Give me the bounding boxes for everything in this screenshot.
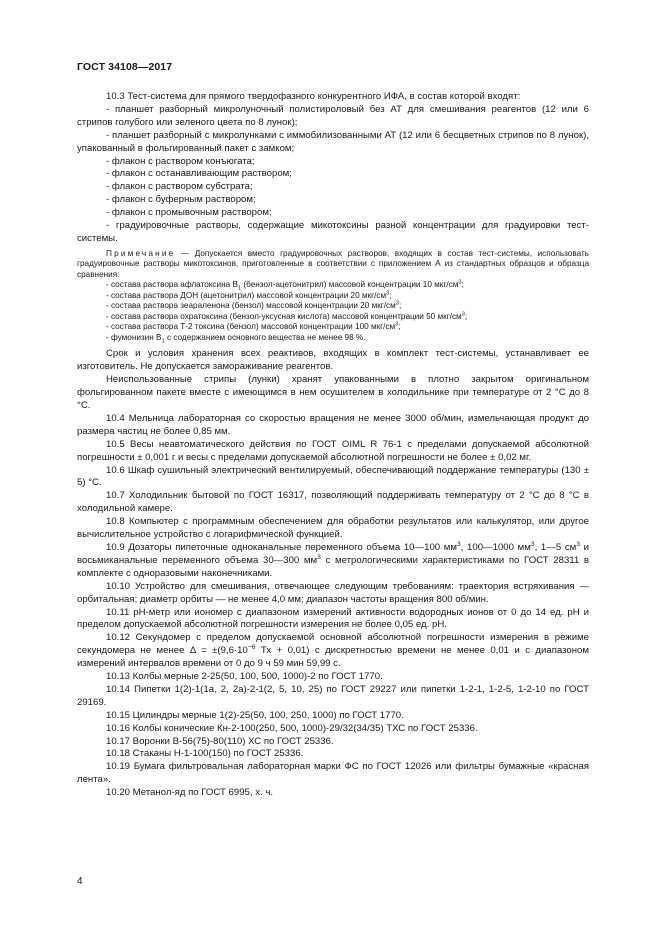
note-block — [77, 249, 589, 344]
paragraph-10-6: 10.6 Шкаф сушильный электрический вентилируемый, обеспечивающий поддержание температуры (130 ± 5) °С. — [77, 464, 589, 489]
note-item: - состава раствора афлатоксина $B_1$ (бензол-ацетонитрил) массовой концентрации 10 мкг/$см^3$; — [106, 279, 464, 293]
list-item: - флакон с буферным раствором; — [106, 194, 256, 206]
paragraph-10-5: 10.5 Весы неавтоматического действия по ГОСТ OIML R 76-1 с пределами допускаемой абсолютной погрешности ± 0,001 г и весы с пределами допускаемой абсолютной погрешности не более ± 0,02 мг. — [77, 438, 589, 463]
paragraph-10-10: 10.10 Устройство для смешивания, отвечающее следующим требованиям: траектория встряхивания — орбитальная; диаметр орбиты — не менее 4,0 мм; диапазон частоты вращения 800 об/мин. — [77, 580, 589, 605]
note-item: - состава раствора охратоксина (бензол-уксусная кислота) массовой концентрации 50 мкг/$см^3$; — [106, 311, 468, 321]
paragraph-10-9: 10.9 Дозаторы пипеточные одноканальные переменного объема 10—100 $мм^3$, 100—1000 $мм^3$, 1—5 $см^3$ и восьмиканальные переменного объема 30—300 $мм^3$ с метрологическими характеристиками по ГОСТ 28311 в комплекте с одноразовыми наконечниками. — [77, 540, 589, 579]
note-intro — [77, 249, 589, 281]
storage-paragraph: Срок и условия хранения всех реактивов, входящих в комплект тест-системы, устанавливает ее изготовитель. Не допускается замораживание реагентов. — [77, 348, 589, 373]
paragraph-10-16: 10.16 Колбы конические Кн-2-100(250, 500, 1000)-29/32(34/35) ТХС по ГОСТ 25336. — [106, 722, 478, 734]
note-text: — Допускается вместо градуировочных растворов, входящих в состав тест-системы, использовать градуировочные растворы микотоксинов, приготовленные в соответствии с приложением А из стандартных образцов и образца сравнения: — [77, 248, 589, 279]
list-item: - флакон с останавливающим раствором; — [106, 168, 292, 180]
list-item: - планшет разборный с микролунками с иммобилизованными АТ (12 или 6 бесцветных стрипов по 8 лунок), упакованный в фольгированный пакет с замком; — [77, 129, 589, 154]
note-item: - состава раствора ДОН (ацетонитрил) массовой концентрации 20 мкг/$см^3$; — [106, 290, 392, 300]
document-body — [77, 91, 589, 800]
paragraph-10-20: 10.20 Метанол-яд по ГОСТ 6995, х. ч. — [106, 787, 273, 799]
paragraph-10-13: 10.13 Колбы мерные 2-25(50, 100, 500, 1000)-2 по ГОСТ 1770. — [106, 671, 383, 683]
list-item: - градуировочные растворы, содержащие микотоксины разной концентрации для градуировки тест-системы. — [77, 220, 589, 244]
list-item: - флакон с раствором конъюгата; — [106, 155, 255, 167]
page-number: 4 — [77, 876, 83, 887]
paragraph-10-12: 10.12 Секундомер с пределом допускаемой основной абсолютной погрешности измерения в режиме секундомера не менее $\Delta = \pm(9,6\cdot 10^{-6}$ Тх + 0,01) с дискретностью времени не менее 0,01 и с диапазоном измерений интервалов времени от 0 до 9 ч 59 мин 59,99 с. — [77, 632, 589, 670]
paragraph-10-18: 10.18 Стаканы Н-1-100(150) по ГОСТ 25336. — [106, 748, 304, 760]
note-item: - состава раствора Т-2 токсина (бензол) массовой концентрации 100 мкг/$см^3$; — [106, 321, 401, 332]
paragraph-10-7: 10.7 Холодильник бытовой по ГОСТ 16317, позволяющий поддерживать температуру от 2 °С до 8 °С в холодильной камере. — [77, 490, 589, 515]
standard-header: ГОСТ 34108—2017 — [77, 61, 173, 73]
list-item: - планшет разборный микролуночный полистироловый без АТ для смешивания реагентов (12 или 6 стрипов голубого или зеленого цвета по 8 лунок); — [77, 103, 589, 128]
paragraph-10-17: 10.17 Воронки В-56(75)-80(110) ХС по ГОСТ 25336. — [106, 735, 334, 747]
note-item: - фумонизин $B_1$ с содержанием основного вещества не менее 98 %. — [106, 332, 366, 345]
strips-paragraph: Неиспользованные стрипы (лунки) хранят упакованными в плотно закрытом оригинальном фольгированном пакете вместе с имеющимся в нем осушителем в холодильнике при температуре от 2 °С до 8 °С. — [77, 374, 589, 411]
list-item: - флакон с промывочным раствором; — [106, 207, 272, 219]
paragraph-10-4: 10.4 Мельница лабораторная со скоростью вращения не менее 3000 об/мин, измельчающая продукт до размера частиц не более 0,85 мм. — [77, 412, 589, 437]
paragraph-10-14: 10.14 Пипетки 1(2)-1(1а, 2, 2а)-2-1(2, 5, 10, 25) по ГОСТ 29227 или пипетки 1-2-1, 1-2-5, 1-2-10 по ГОСТ 29169. — [77, 683, 589, 708]
paragraph-10-3: 10.3 Тест-система для прямого твердофазного конкурентного ИФА, в состав которой входят: — [106, 91, 521, 102]
paragraph-10-15: 10.15 Цилиндры мерные 1(2)-25(50, 100, 250, 1000) по ГОСТ 1770. — [106, 709, 404, 721]
note-item: - состава раствора зеараленона (бензол) массовой концентрации 20 мкг/$см^3$; — [106, 300, 402, 311]
paragraph-10-19: 10.19 Бумага фильтровальная лабораторная марки ФС по ГОСТ 12026 или фильтры бумажные «красная лента». — [77, 761, 589, 786]
list-item: - флакон с раствором субстрата; — [106, 181, 253, 193]
paragraph-10-11: 10.11 рН-метр или иономер с диапазоном измерений активности водородных ионов от 0 до 14 ед. рН и пределом допускаемой абсолютной погрешности измерения не более 0,05 ед. рН. — [77, 606, 589, 631]
note-label: Примечание — [106, 248, 176, 258]
paragraph-10-8: 10.8 Компьютер с программным обеспечением для обработки результатов или калькулятор, или другое вычислительное устройство с логарифмической функцией. — [77, 516, 589, 541]
